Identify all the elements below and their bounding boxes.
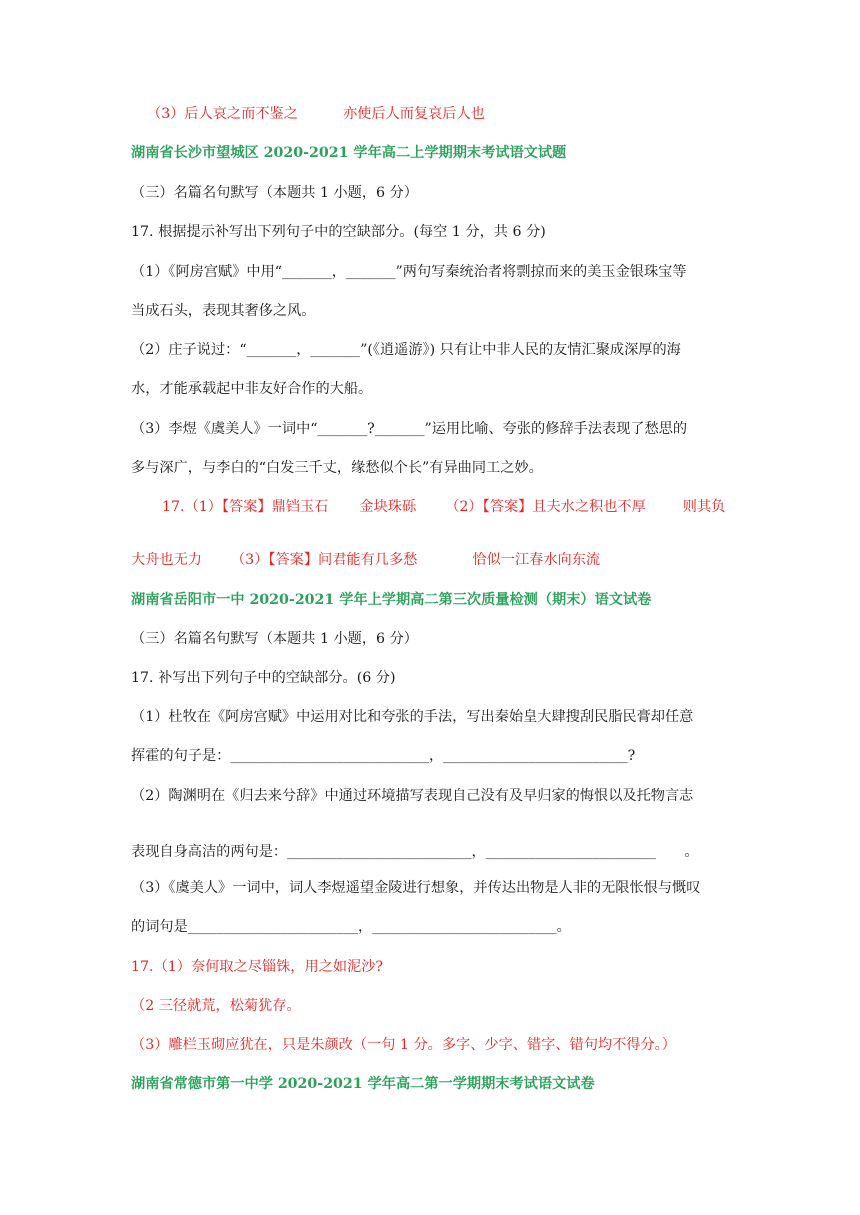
question-17b-2-line1: （2）陶渊明在《归去来兮辞》中通过环境描写表现自己没有及早归家的悔恨以及托物言志: [131, 788, 694, 804]
source-title-2: 湖南省岳阳市一中 2020-2021 学年上学期高二第三次质量检测（期末）语文试卷: [131, 592, 652, 608]
answer-17b-line2: （2 三径就荒，松菊犹存。: [131, 998, 301, 1014]
question-17b-1-line2: 挥霍的句子是：____________________________，__________________________?: [131, 748, 636, 764]
question-17b-2-line2: 表现自身高洁的两句是：__________________________，________________________ 。: [131, 844, 699, 860]
answer-17a-2b: 则其负: [682, 499, 726, 515]
question-17a-stem: 17. 根据提示补写出下列句子中的空缺部分。(每空 1 分，共 6 分): [131, 224, 546, 240]
answer-17a-2: （2）【答案】且夫水之积也不厚: [445, 499, 646, 515]
question-17b-3-line2: 的词句是________________________，__________________________。: [131, 919, 571, 935]
question-17b-1-line1: （1）杜牧在《阿房宫赋》中运用对比和夸张的手法，写出秦始皇大肆搜刮民脂民膏却任意: [131, 709, 694, 725]
answer-17a-3b: 恰似一江春水向东流: [472, 552, 601, 568]
answer-17a-line2: [131, 550, 600, 570]
question-17a-2-line2: 水，才能承载起中非友好合作的大船。: [131, 381, 373, 397]
answer-17a-2c: 大舟也无力: [131, 552, 202, 568]
prev-answer-part2: 亦使后人而复哀后人也: [342, 106, 485, 122]
question-17a-1-line2: 当成石头，表现其奢侈之风。: [131, 303, 316, 319]
question-17b-3-line1: （3）《虞美人》一词中，词人李煜遥望金陵进行想象，并传达出物是人非的无限怅恨与慨叹: [131, 880, 701, 896]
answer-17a-line1: [162, 497, 725, 517]
answer-17a-3: （3）【答案】问君能有几多愁: [230, 552, 418, 568]
prev-answer-line: [147, 104, 485, 124]
question-17a-3-line1: （3）李煜《虞美人》一词中“_______?_______”运用比喻、夸张的修辞手法表现了愁思的: [131, 421, 688, 437]
answer-17a-1b: 金块珠砾: [359, 499, 417, 515]
question-17a-3-line2: 多与深广，与李白的“白发三千丈，缘愁似个长”有异曲同工之妙。: [131, 460, 543, 476]
question-17a-1-line1: （1）《阿房宫赋》中用“_______，_______”两句写秦统治者将剽掠而来的美玉金银珠宝等: [131, 264, 687, 280]
source-title-3: 湖南省常德市第一中学 2020-2021 学年高二第一学期期末考试语文试卷: [131, 1076, 595, 1092]
source-title-1: 湖南省长沙市望城区 2020-2021 学年高二上学期期末考试语文试题: [131, 145, 567, 161]
answer-17b-line3: （3）雕栏玉砌应犹在，只是朱颜改（一句 1 分。多字、少字、错字、错句均不得分。）: [131, 1037, 676, 1053]
answer-17b-line1: 17.（1）奈何取之尽锱铢，用之如泥沙?: [131, 959, 384, 975]
question-17b-stem: 17. 补写出下列句子中的空缺部分。(6 分): [131, 670, 396, 686]
answer-17a-1: 17.（1）【答案】鼎铛玉石: [162, 499, 329, 515]
section-heading-2: （三）名篇名句默写（本题共 1 小题，6 分）: [131, 631, 418, 647]
section-heading-1: （三）名篇名句默写（本题共 1 小题，6 分）: [131, 185, 418, 201]
prev-answer-part1: （3）后人哀之而不鉴之: [147, 106, 298, 122]
question-17a-2-line1: （2）庄子说过：“_______，_______”(《逍遥游》) 只有让中非人民的友情汇聚成深厚的海: [131, 342, 681, 358]
